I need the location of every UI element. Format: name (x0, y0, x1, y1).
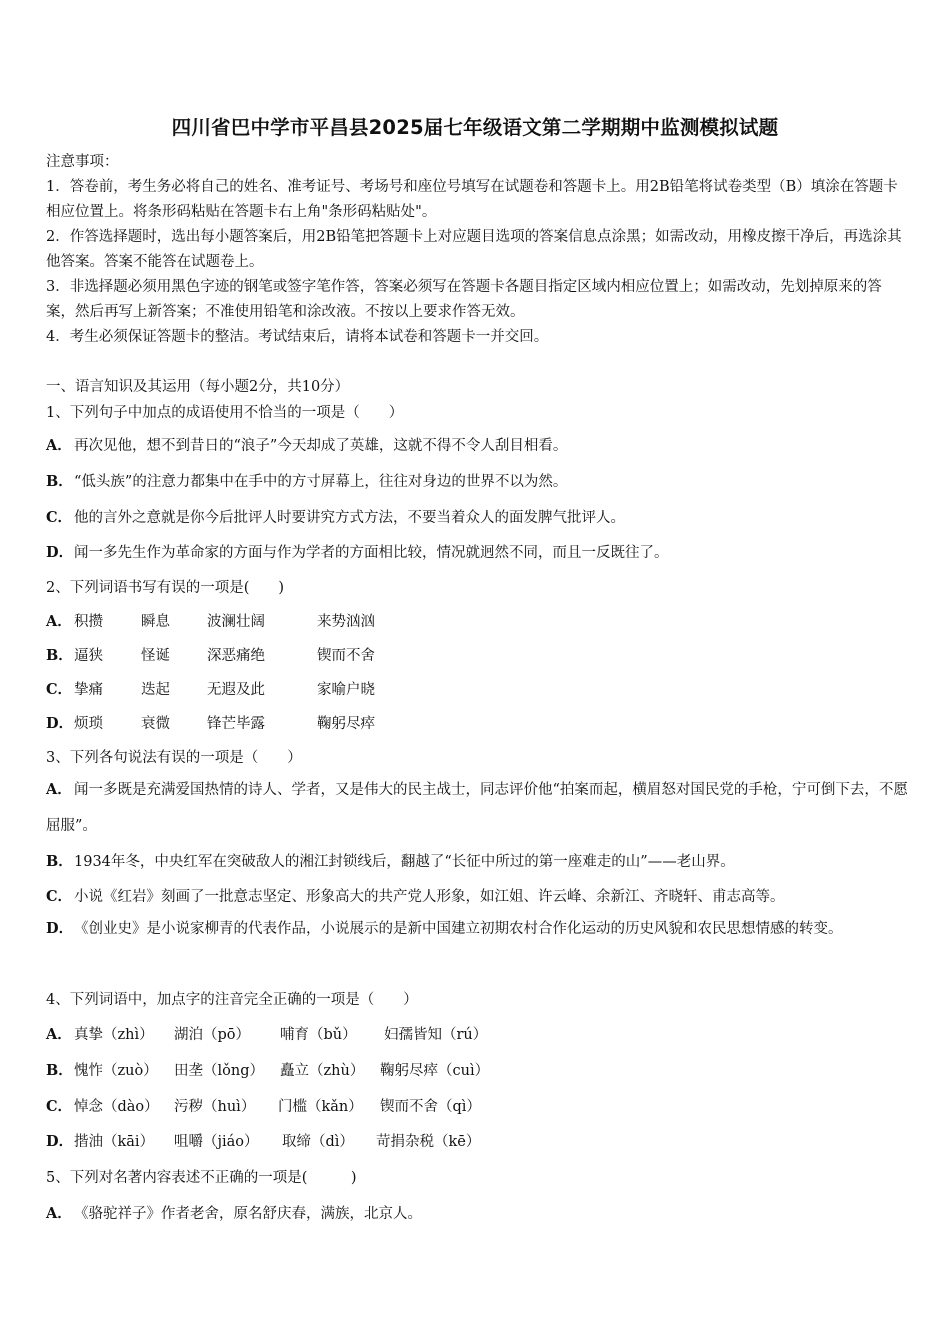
note-item: 1．答卷前，考生务必将自己的姓名、准考证号、考场号和座位号填写在试题卷和答题卡上。用2B铅笔将试卷类型（B）填涂在答题卡相应位置上。将条形码粘贴在答题卡右上角"条形码粘贴处"。 (46, 179, 898, 220)
question-3-option-d: D．《创业史》是小说家柳青的代表作品，小说展示的是新中国建立初期农村合作化运动的历史风貌和农民思想情感的转变。 (46, 920, 843, 937)
question-4-option-c: C． 悼念（dào） 污秽（huì） 门槛（kǎn） 锲而不舍（qì） (46, 1098, 481, 1115)
question-4-stem: 4、下列词语中，加点字的注音完全正确的一项是（ ） (46, 992, 418, 1008)
question-1-stem: 1、下列句子中加点的成语使用不恰当的一项是（ ） (46, 405, 404, 421)
question-1-option-d: D．闻一多先生作为革命家的方面与作为学者的方面相比较，情况就迥然不同，而且一反既往了。 (46, 544, 669, 561)
notes-block (46, 150, 908, 350)
question-4-option-a: A． 真挚（zhì） 湖泊（pō） 哺育（bǔ） 妇孺皆知（rú） (46, 1026, 488, 1043)
notes-heading: 注意事项： (46, 154, 119, 170)
section-heading: 一、语言知识及其运用（每小题2分，共10分） (46, 379, 350, 395)
note-item: 3．非选择题必须用黑色字迹的钢笔或签字笔作答，答案必须写在答题卡各题目指定区域内相应位置上；如需改动，先划掉原来的答案，然后再写上新答案；不准使用铅笔和涂改液。不按以上要求作答无效。 (46, 279, 882, 320)
question-3-option-c: C． 小说《红岩》刻画了一批意志坚定、形象高大的共产党人形象，如江姐、许云峰、余新江、齐晓轩、甫志高等。 (46, 888, 785, 905)
page-title: 四川省巴中学市平昌县2025届七年级语文第二学期期中监测模拟试题 (171, 116, 779, 139)
question-2-option-c: C． 挚痛 迭起 无遐及此 家喻户晓 (46, 681, 375, 698)
note-item: 4．考生必须保证答题卡的整洁。考试结束后，请将本试卷和答题卡一并交回。 (46, 329, 549, 345)
question-5-stem: 5、下列对名著内容表述不正确的一项是( ) (46, 1170, 357, 1186)
note-item: 2．作答选择题时，选出每小题答案后，用2B铅笔把答题卡上对应题目选项的答案信息点涂黑；如需改动，用橡皮擦干净后，再选涂其他答案。答案不能答在试题卷上。 (46, 229, 902, 270)
question-4-option-d: D．揩油（kāi） 咀嚼（jiáo） 取缔（dì） 苛捐杂税（kē） (46, 1133, 481, 1150)
question-5-option-a: A． 《骆驼祥子》作者老舍，原名舒庆春，满族，北京人。 (46, 1205, 422, 1222)
question-2-option-d: D．烦琐 衰微 锋芒毕露 鞠躬尽瘁 (46, 715, 375, 732)
question-1-option-a: A． 再次见他，想不到昔日的“浪子”今天却成了英雄，这就不得不令人刮目相看。 (46, 437, 568, 454)
question-3-option-b: B．1934年冬，中央红军在突破敌人的湘江封锁线后，翻越了“长征中所过的第一座难走的山”——老山界。 (46, 853, 735, 870)
question-2-option-b: B．逼狭 怪诞 深恶痛绝 锲而不舍 (46, 647, 375, 664)
question-1-option-c: C． 他的言外之意就是你今后批评人时要讲究方式方法，不要当着众人的面发脾气批评人。 (46, 509, 625, 526)
question-1-option-b: B．“低头族”的注意力都集中在手中的方寸屏幕上，往往对身边的世界不以为然。 (46, 473, 568, 490)
question-3-option-a: A． 闻一多既是充满爱国热情的诗人、学者，又是伟大的民主战士，同志评价他“拍案而起，横眉怒对国民党的手枪，宁可倒下去，不愿屈服”。 (46, 781, 908, 834)
question-2-option-a: A． 积攒 瞬息 波澜壮阔 来势汹汹 (46, 613, 375, 630)
question-3-stem: 3、下列各句说法有误的一项是（ ） (46, 750, 302, 766)
question-2-stem: 2、下列词语书写有误的一项是( ) (46, 580, 285, 596)
question-4-option-b: B．愧怍（zuò） 田垄（lǒng） 矗立（zhù） 鞠躬尽瘁（cuì） (46, 1062, 490, 1079)
